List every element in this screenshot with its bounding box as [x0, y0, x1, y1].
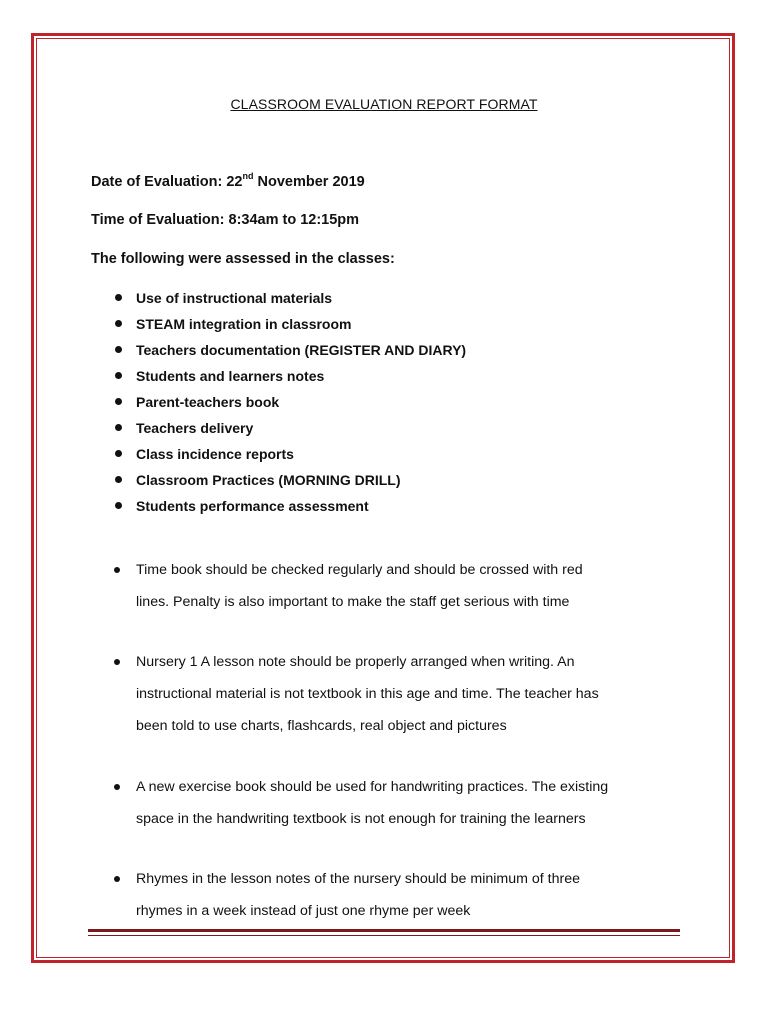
bullet-icon: [115, 450, 122, 457]
bullet-icon: [115, 424, 122, 431]
bullet-icon: [115, 502, 122, 509]
list-item-text: Students and learners notes: [136, 368, 325, 384]
list-item: [110, 342, 466, 368]
note-line: lines. Penalty is also important to make the staff get serious with time: [136, 594, 570, 610]
bullet-icon: [114, 876, 120, 882]
note-line: space in the handwriting textbook is not enough for training the learners: [136, 811, 586, 827]
note-item: [110, 554, 680, 618]
bullet-icon: [114, 567, 120, 573]
note-item: [110, 771, 680, 835]
list-item-text: Teachers documentation (REGISTER AND DIARY): [136, 342, 467, 358]
list-item-text: Use of instructional materials: [136, 290, 333, 306]
note-line: been told to use charts, flashcards, real object and pictures: [136, 718, 507, 734]
list-item-text: Class incidence reports: [136, 446, 294, 462]
evaluation-date-suffix: nd: [242, 171, 254, 181]
note-item: [110, 863, 680, 927]
note-nursery-1: [110, 646, 680, 742]
list-item: [110, 420, 466, 446]
note-line: A new exercise book should be used for handwriting practices. The existing: [136, 779, 609, 795]
bullet-icon: [115, 346, 122, 353]
evaluation-date-rest: November 2019: [253, 174, 365, 190]
assessed-items-list: [110, 290, 466, 524]
bullet-icon: [115, 476, 122, 483]
note-exercise-book: [110, 771, 680, 835]
bullet-icon: [115, 320, 122, 327]
note-rhymes: [110, 863, 680, 927]
bullet-icon: [114, 784, 120, 790]
list-item-text: Classroom Practices (MORNING DRILL): [136, 472, 401, 488]
note-item: [110, 646, 680, 742]
list-item: [110, 394, 466, 420]
list-item-text: Teachers delivery: [136, 420, 254, 436]
note-time-book: [110, 554, 680, 618]
assessed-intro: The following were assessed in the classes:: [91, 251, 395, 267]
list-item-text: Students performance assessment: [136, 498, 369, 514]
note-line: Nursery 1 A lesson note should be properly arranged when writing. An: [136, 654, 575, 670]
note-line: Rhymes in the lesson notes of the nursery should be minimum of three: [136, 871, 580, 887]
bullet-icon: [115, 294, 122, 301]
note-line: instructional material is not textbook in this age and time. The teacher has: [136, 686, 599, 702]
list-item-text: Parent-teachers book: [136, 394, 280, 410]
footer-rule-thick: [88, 929, 680, 932]
note-line: rhymes in a week instead of just one rhyme per week: [136, 903, 471, 919]
document-title: CLASSROOM EVALUATION REPORT FORMAT: [230, 96, 538, 112]
bullet-icon: [115, 372, 122, 379]
list-item: [110, 472, 466, 498]
list-item: [110, 498, 466, 524]
list-item: [110, 368, 466, 394]
evaluation-date-label: Date of Evaluation: 22: [91, 174, 243, 190]
list-item: [110, 316, 466, 342]
list-item: [110, 446, 466, 472]
list-item-text: STEAM integration in classroom: [136, 316, 352, 332]
note-line: Time book should be checked regularly and should be crossed with red: [136, 562, 583, 578]
footer-rule-thin: [88, 935, 680, 936]
evaluation-date: [91, 171, 365, 190]
bullet-icon: [115, 398, 122, 405]
bullet-icon: [114, 659, 120, 665]
evaluation-time: Time of Evaluation: 8:34am to 12:15pm: [91, 212, 360, 228]
list-item: [110, 290, 466, 316]
